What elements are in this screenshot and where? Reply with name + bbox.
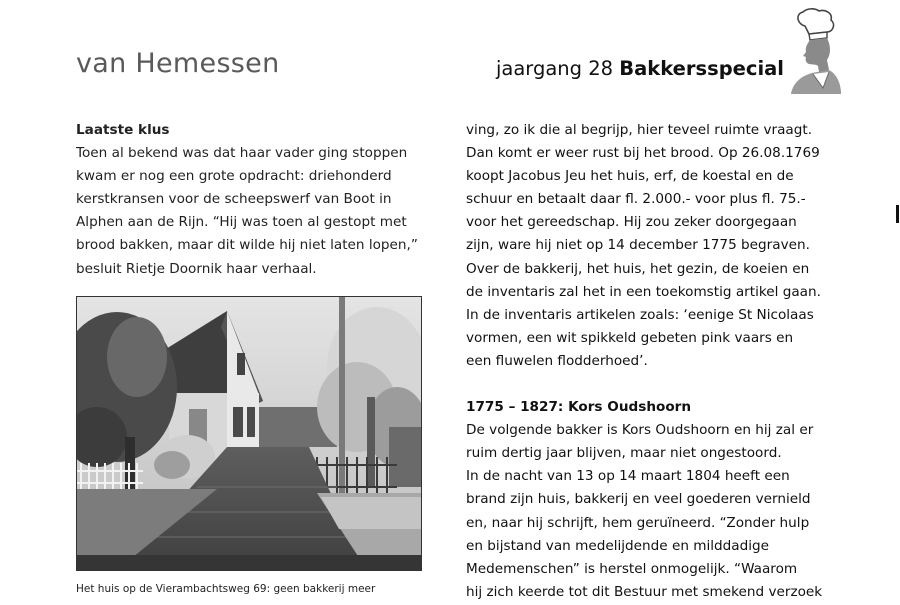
paragraph-line: vormen, een wit spikkeld gebeten pink vaars en	[466, 329, 794, 346]
issue-title: Bakkersspecial	[619, 57, 784, 80]
issue-label	[496, 57, 784, 80]
section-heading: Laatste klus	[76, 122, 170, 138]
paragraph-line: een fluwelen flodderhoed’.	[466, 352, 648, 369]
baker-logo-icon	[783, 8, 843, 94]
photo-caption: Het huis op de Vierambachtsweg 69: geen bakkerij meer	[76, 583, 376, 595]
paragraph-line: besluit Rietje Doornik haar verhaal.	[76, 260, 317, 277]
paragraph-line: koopt Jacobus Jeu het huis, erf, de koestal en de	[466, 168, 794, 185]
issue-prefix: jaargang 28	[495, 57, 614, 80]
paragraph-line: In de nacht van 13 op 14 maart 1804 heeft een	[466, 468, 790, 485]
paragraph-line: Medemenschen” is herstel onmogelijk. “Waarom	[466, 560, 798, 577]
paragraph-line: brood bakken, maar dit wilde hij niet laten lopen,”	[76, 237, 418, 254]
paragraph-line: kerstkransen voor de scheepswerf van Boot in	[76, 191, 392, 208]
paragraph-line: voor het gereedschap. Hij zou zeker doorgegaan	[466, 214, 797, 231]
page-edge-mark	[896, 205, 899, 223]
paragraph-line: In de inventaris artikelen zoals: ‘eenige St Nicolaas	[466, 306, 814, 323]
paragraph-line: schuur en betaalt daar fl. 2.000.- voor plus fl. 75.-	[466, 191, 806, 208]
paragraph-gap	[466, 373, 826, 396]
paragraph-line: Over de bakkerij, het huis, het gezin, de koeien en	[466, 260, 810, 277]
paragraph-line: Alphen aan de Rijn. “Hij was toen al gestopt met	[76, 214, 407, 231]
left-column	[76, 119, 426, 281]
right-column	[466, 119, 826, 604]
paragraph-line: de inventaris zal het in een toekomstig artikel gaan.	[466, 283, 821, 300]
paragraph-line: kwam er nog een grote opdracht: driehonderd	[76, 168, 392, 185]
section-heading: 1775 – 1827: Kors Oudshoorn	[466, 399, 692, 416]
paragraph-line: Dan komt er weer rust bij het brood. Op 26.08.1769	[466, 145, 820, 162]
paragraph-line: De volgende bakker is Kors Oudshoorn en hij zal er	[466, 422, 814, 439]
paragraph-line: zijn, ware hij niet op 14 december 1775 begraven.	[466, 237, 810, 254]
paragraph-line: en bijstand van medelijdende en milddadige	[466, 537, 770, 554]
paragraph-line: ruim dertig jaar blijven, maar niet ongestoord.	[466, 445, 782, 462]
paragraph-line: ving, zo ik die al begrijp, hier teveel ruimte vraagt.	[466, 122, 813, 138]
paragraph-line: en, naar hij schrijft, hem geruïneerd. “Zonder hulp	[466, 514, 810, 531]
paragraph-line: hij zich keerde tot dit Bestuur met smekend verzoek	[466, 583, 823, 600]
house-photo	[76, 296, 422, 571]
paragraph-line: Toen al bekend was dat haar vader ging stoppen	[76, 145, 408, 162]
author-name: van Hemessen	[76, 48, 280, 79]
paragraph-line: brand zijn huis, bakkerij en veel goederen vernield	[466, 491, 811, 508]
